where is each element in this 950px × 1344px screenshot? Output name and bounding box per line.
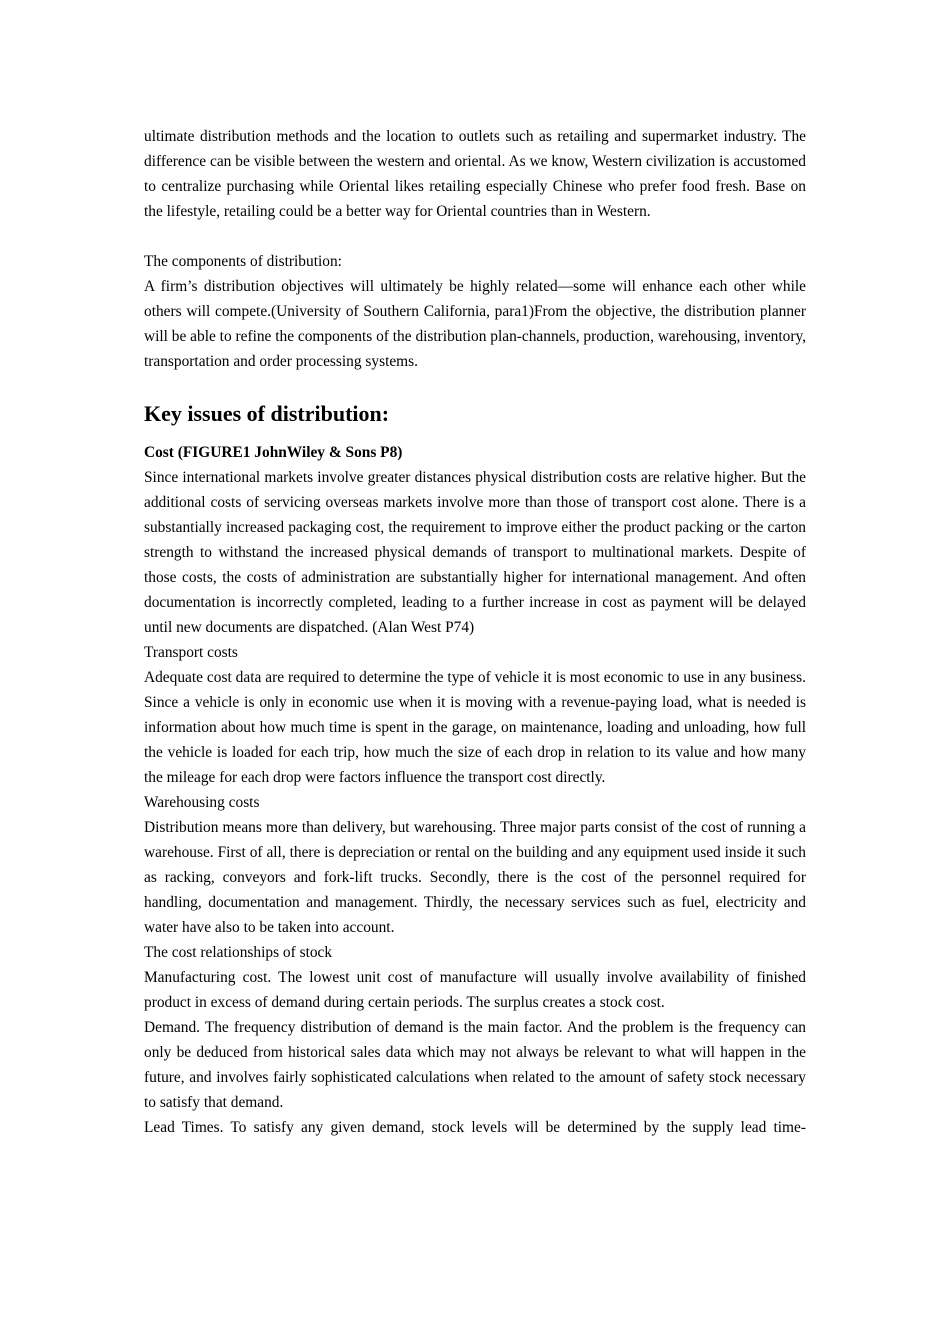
demand-paragraph: Demand. The frequency distribution of demand is the main factor. And the problem is the frequency can only be deduced from historical sales data which may not always be relevant to what will happen in the future, and involves fairly sophisticated calculations when related to the amount of safety stock necessary to satisfy that demand. (144, 1019, 806, 1111)
cost-paragraph: Since international markets involve greater distances physical distribution costs are relative higher. But the additional costs of servicing overseas markets involve more than those of transport cost alone. There is a substantially increased packaging cost, the requirement to improve either the product packing or the carton strength to withstand the increased physical demands of transport to multinational markets. Despite of those costs, the costs of administration are substantially higher for international management. And often documentation is incorrectly completed, leading to a further increase in cost as payment will be delayed until new documents are dispatched. (Alan West P74) (144, 469, 806, 636)
components-paragraph: A firm’s distribution objectives will ultimately be highly related—some will enhance each other while others will compete.(University of Southern California, para1)From the objective, the distribution planner will be able to refine the components of the distribution plan-channels, production, warehousing, inventory, transportation and order processing systems. (144, 278, 806, 370)
key-issues-heading: Key issues of distribution: (144, 401, 390, 426)
document-page (144, 124, 806, 1140)
warehousing-costs-title: Warehousing costs (144, 794, 260, 811)
stock-cost-title: The cost relationships of stock (144, 944, 333, 961)
lead-times-paragraph: Lead Times. To satisfy any given demand, stock levels will be determined by the supply lead time- (144, 1119, 806, 1136)
cost-title: Cost (FIGURE1 JohnWiley & Sons P8) (144, 444, 403, 461)
transport-costs-title: Transport costs (144, 644, 238, 661)
warehousing-costs-paragraph: Distribution means more than delivery, but warehousing. Three major parts consist of the cost of running a warehouse. First of all, there is depreciation or rental on the building and any equipment used inside it such as racking, conveyors and fork-lift trucks. Secondly, there is the cost of the personnel required for handling, documentation and management. Thirdly, the necessary services such as fuel, electricity and water have also to be taken into account. (144, 819, 806, 936)
intro-paragraph: ultimate distribution methods and the location to outlets such as retailing and supermarket industry. The difference can be visible between the western and oriental. As we know, Western civilization is accustomed to centralize purchasing while Oriental likes retailing especially Chinese who prefer food fresh. Base on the lifestyle, retailing could be a better way for Oriental countries than in Western. (144, 128, 806, 220)
transport-costs-paragraph: Adequate cost data are required to determine the type of vehicle it is most economic to use in any business. Since a vehicle is only in economic use when it is moving with a revenue-paying load, what is needed is information about how much time is spent in the garage, on maintenance, loading and unloading, how full the vehicle is loaded for each trip, how much the size of each drop in relation to its value and how many the mileage for each drop were factors influence the transport cost directly. (144, 669, 806, 786)
components-title: The components of distribution: (144, 253, 342, 270)
manufacturing-cost-paragraph: Manufacturing cost. The lowest unit cost of manufacture will usually involve availability of finished product in excess of demand during certain periods. The surplus creates a stock cost. (144, 969, 806, 1011)
